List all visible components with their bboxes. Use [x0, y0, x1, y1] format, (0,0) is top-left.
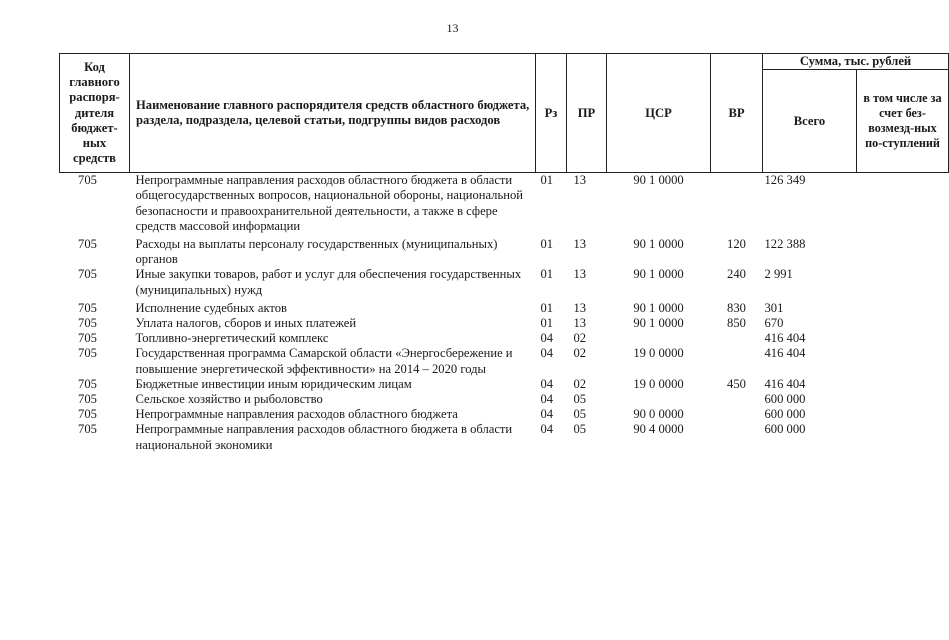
cell-rz: 04 [540, 346, 554, 361]
cell-code: 705 [78, 422, 97, 437]
cell-rz: 04 [540, 392, 554, 407]
page-number: 13 [446, 21, 459, 35]
cell-code: 705 [78, 376, 97, 391]
cell-csr: 90 1 0000 [633, 267, 684, 282]
table-body [60, 173, 949, 453]
cell-total: 416 404 [764, 346, 806, 361]
cell-rz: 01 [540, 173, 554, 188]
cell-name: Непрограммные направления расходов областного бюджета [135, 407, 458, 422]
cell-vr: 240 [727, 267, 746, 282]
header-name: Наименование главного распорядителя средств областного бюджета, раздела, подраздела, целевой статьи, подгруппы видов расходов [130, 54, 536, 173]
cell-code: 705 [78, 392, 97, 407]
table-row [60, 173, 949, 237]
cell-free [857, 407, 949, 422]
cell-free [857, 346, 949, 376]
cell-pr: 05 [573, 407, 587, 422]
cell-code: 705 [78, 267, 97, 282]
cell-csr: 19 0 0000 [633, 376, 684, 391]
cell-rz: 01 [540, 267, 554, 282]
header-sum: Сумма, тыс. рублей [763, 54, 949, 70]
cell-pr: 05 [573, 422, 587, 437]
cell-pr: 02 [573, 331, 587, 346]
cell-vr: 830 [727, 300, 746, 315]
table-row [60, 237, 949, 267]
cell-csr: 90 0 0000 [633, 407, 684, 422]
cell-pr: 02 [573, 376, 587, 391]
header-pr: ПР [567, 54, 607, 173]
table-row [60, 301, 949, 316]
cell-total: 670 [764, 316, 784, 331]
cell-vr [711, 346, 763, 376]
table-row [60, 346, 949, 376]
cell-rz: 04 [540, 407, 554, 422]
cell-csr: 90 1 0000 [633, 173, 684, 188]
header-csr: ЦСР [607, 54, 711, 173]
cell-rz: 04 [540, 422, 554, 437]
cell-pr: 13 [573, 173, 587, 188]
cell-vr: 450 [727, 376, 746, 391]
cell-pr: 13 [573, 300, 587, 315]
cell-vr: 120 [727, 237, 746, 252]
cell-free [857, 316, 949, 331]
table-row [60, 422, 949, 452]
cell-pr: 02 [573, 346, 587, 361]
cell-free [857, 422, 949, 452]
cell-pr: 13 [573, 316, 587, 331]
cell-code: 705 [78, 316, 97, 331]
cell-pr: 13 [573, 267, 587, 282]
cell-free [857, 331, 949, 346]
cell-name: Уплата налогов, сборов и иных платежей [135, 316, 357, 331]
cell-code: 705 [78, 300, 97, 315]
cell-csr: 19 0 0000 [633, 346, 684, 361]
cell-total: 416 404 [764, 331, 806, 346]
cell-free [857, 301, 949, 316]
cell-total: 301 [764, 300, 784, 315]
header-total: Всего [763, 70, 857, 173]
cell-total: 600 000 [764, 422, 806, 437]
cell-name: Бюджетные инвестиции иным юридическим лицам [135, 376, 412, 391]
table-row [60, 407, 949, 422]
cell-vr [711, 422, 763, 452]
table-row [60, 392, 949, 407]
cell-csr: 90 4 0000 [633, 422, 684, 437]
cell-rz: 01 [540, 316, 554, 331]
cell-total: 600 000 [764, 392, 806, 407]
cell-free [857, 377, 949, 392]
cell-vr [711, 173, 763, 237]
header-rz: Рз [536, 54, 567, 173]
cell-vr [711, 407, 763, 422]
cell-pr: 13 [573, 237, 587, 252]
cell-code: 705 [78, 407, 97, 422]
cell-total: 2 991 [764, 267, 793, 282]
cell-name: Непрограммные направления расходов областного бюджета в области общегосударственных вопросов, национальной обороны, национальной безопасности и правоохранительной деятельности, а также в сфере средств массовой информации [135, 173, 523, 233]
cell-rz: 01 [540, 237, 554, 252]
cell-name: Государственная программа Самарской области «Энергосбережение и повышение энергетической эффективности» на 2014 – 2020 годы [135, 346, 513, 376]
cell-rz: 04 [540, 376, 554, 391]
cell-free [857, 267, 949, 300]
cell-code: 705 [78, 331, 97, 346]
header-code: Код главного распоря-дителя бюджет-ных средств [60, 54, 130, 173]
cell-rz: 01 [540, 300, 554, 315]
cell-pr: 05 [573, 392, 587, 407]
cell-csr: 90 1 0000 [633, 316, 684, 331]
cell-name: Расходы на выплаты персоналу государственных (муниципальных) органов [135, 237, 498, 267]
cell-name: Исполнение судебных актов [135, 300, 287, 315]
cell-total: 126 349 [764, 173, 806, 188]
cell-csr [607, 331, 711, 346]
cell-rz: 04 [540, 331, 554, 346]
cell-code: 705 [78, 346, 97, 361]
cell-vr: 850 [727, 316, 746, 331]
table-row [60, 377, 949, 392]
cell-free [857, 173, 949, 237]
cell-free [857, 237, 949, 267]
table-header [60, 54, 949, 173]
cell-vr [711, 392, 763, 407]
table-row [60, 331, 949, 346]
cell-code: 705 [78, 237, 97, 252]
cell-name: Сельское хозяйство и рыболовство [135, 392, 323, 407]
cell-total: 416 404 [764, 376, 806, 391]
table-row [60, 267, 949, 300]
cell-total: 122 388 [764, 237, 806, 252]
header-vr: ВР [711, 54, 763, 173]
cell-csr: 90 1 0000 [633, 237, 684, 252]
cell-csr [607, 392, 711, 407]
cell-free [857, 392, 949, 407]
cell-code: 705 [78, 173, 97, 188]
table-row [60, 316, 949, 331]
cell-name: Топливно-энергетический комплекс [135, 331, 329, 346]
cell-total: 600 000 [764, 407, 806, 422]
budget-table [59, 53, 949, 453]
cell-vr [711, 331, 763, 346]
cell-csr: 90 1 0000 [633, 300, 684, 315]
cell-name: Непрограммные направления расходов областного бюджета в области национальной экономики [135, 422, 513, 452]
cell-name: Иные закупки товаров, работ и услуг для обеспечения государственных (муниципальных) нужд [135, 267, 522, 297]
header-free: в том числе за счет без-возмезд-ных по-ступлений [857, 70, 949, 173]
